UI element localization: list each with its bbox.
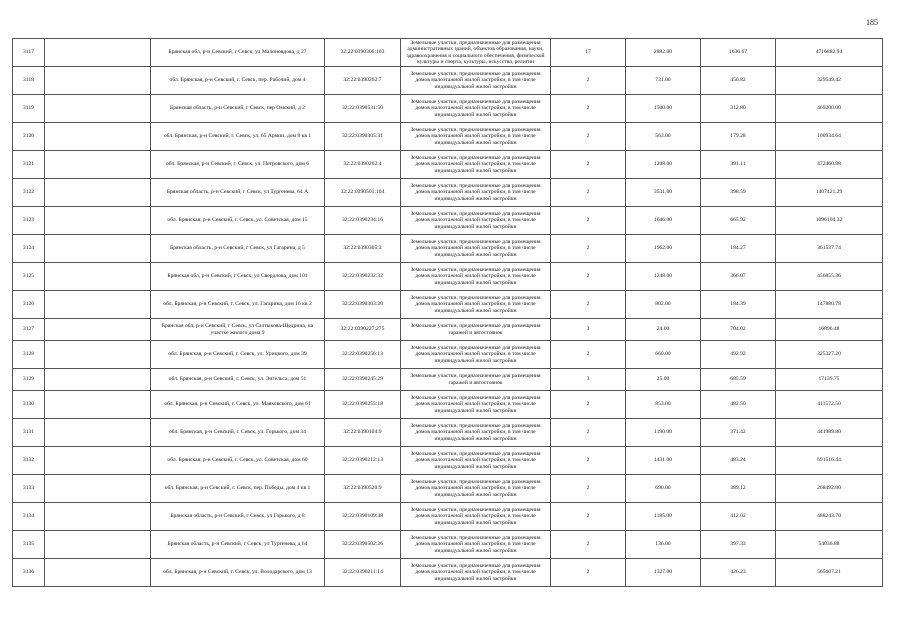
use-group-cell: 2	[551, 207, 626, 235]
cadastral-value-cell: 488243.70	[776, 503, 883, 531]
empty-cell	[45, 319, 151, 341]
area-cell: 1190.00	[626, 419, 701, 447]
row-number-cell: 3123	[13, 207, 45, 235]
address-cell: обл. Брянская, р-н Севский, г. Севск, ул. Петровского, дом 6	[151, 151, 325, 179]
table-body	[13, 39, 883, 587]
use-group-cell: 3	[551, 319, 626, 341]
area-cell: 1208.00	[626, 151, 701, 179]
address-cell: Брянская область, р-н Севский, г Севск, ул Гагарина, д 5	[151, 235, 325, 263]
use-group-cell: 2	[551, 151, 626, 179]
address-cell: обл. Брянская, р-н Севский, г. Севск, ул. Гагарина, дом 16 кв 2	[151, 291, 325, 319]
table-row	[13, 419, 883, 447]
area-cell: 25.00	[626, 369, 701, 391]
cadastral-value-cell: 1096104.32	[776, 207, 883, 235]
cadastral-value-cell: 411572.50	[776, 391, 883, 419]
use-group-cell: 2	[551, 67, 626, 95]
area-cell: 1500.00	[626, 95, 701, 123]
empty-cell	[45, 179, 151, 207]
specific-value-cell: 685.59	[701, 369, 776, 391]
use-group-cell: 2	[551, 531, 626, 559]
empty-cell	[45, 263, 151, 291]
cadastral-number-cell: 32:22:0390502:26	[325, 531, 401, 559]
land-use-cell: Земельные участки, предназначенные для размещения домов малоэтажной жилой застройки, в том числе индивидуальной жилой застройки	[401, 419, 551, 447]
address-cell: Брянская обл, р-н Севский, г Севск, ул Салтыкова-Щедрина, на участке жилого дома 9	[151, 319, 325, 341]
land-use-cell: Земельные участки, предназначенные для размещения домов малоэтажной жилой застройки, в том числе индивидуальной жилой застройки	[401, 475, 551, 503]
cadastral-value-cell: 1407421.29	[776, 179, 883, 207]
cadastral-value-cell: 325327.20	[776, 341, 883, 369]
empty-cell	[45, 291, 151, 319]
specific-value-cell: 704.02	[701, 319, 776, 341]
empty-cell	[45, 503, 151, 531]
specific-value-cell: 426.23	[701, 559, 776, 587]
specific-value-cell: 412.02	[701, 503, 776, 531]
cadastral-number-cell: 32:22:0390227:275	[325, 319, 401, 341]
row-number-cell: 3135	[13, 531, 45, 559]
use-group-cell: 2	[551, 391, 626, 419]
table-row	[13, 207, 883, 235]
empty-cell	[45, 391, 151, 419]
address-cell: обл. Брянская, р-н Севский, г. Севск, ул. Урицкого, дом 39	[151, 341, 325, 369]
cadastral-number-cell: 32:22:0390305:3	[325, 235, 401, 263]
cadastral-number-cell: 32:22:0390212:13	[325, 447, 401, 475]
row-number-cell: 3124	[13, 235, 45, 263]
row-number-cell: 3121	[13, 151, 45, 179]
area-cell: 690.00	[626, 475, 701, 503]
row-number-cell: 3126	[13, 291, 45, 319]
specific-value-cell: 398.59	[701, 179, 776, 207]
land-use-cell: Земельные участки, предназначенные для размещения домов малоэтажной жилой застройки, в том числе индивидуальной жилой застройки	[401, 207, 551, 235]
address-cell: Брянская область, р-н Севский, г Севск, ул Тургенева, 64 А	[151, 179, 325, 207]
use-group-cell: 2	[551, 291, 626, 319]
cadastral-value-cell: 4716882.94	[776, 39, 883, 67]
specific-value-cell: 665.92	[701, 207, 776, 235]
land-use-cell: Земельные участки, предназначенные для размещения домов малоэтажной жилой застройки, в том числе индивидуальной жилой застройки	[401, 123, 551, 151]
cadastral-value-cell: 565607.21	[776, 559, 883, 587]
use-group-cell: 2	[551, 341, 626, 369]
use-group-cell: 2	[551, 419, 626, 447]
specific-value-cell: 483.24	[701, 447, 776, 475]
address-cell: Брянская область, р-н Севский, г Севск, ул Горького, д 8	[151, 503, 325, 531]
cadastral-value-cell: 16896.48	[776, 319, 883, 341]
cadastral-value-cell: 361537.74	[776, 235, 883, 263]
cadastral-value-cell: 147880.78	[776, 291, 883, 319]
specific-value-cell: 397.33	[701, 531, 776, 559]
table-row	[13, 39, 883, 67]
area-cell: 3531.00	[626, 179, 701, 207]
row-number-cell: 3130	[13, 391, 45, 419]
empty-cell	[45, 447, 151, 475]
cadastral-value-cell: 100934.64	[776, 123, 883, 151]
table-row	[13, 319, 883, 341]
specific-value-cell: 366.07	[701, 263, 776, 291]
empty-cell	[45, 235, 151, 263]
table-row	[13, 475, 883, 503]
row-number-cell: 3118	[13, 67, 45, 95]
address-cell: Брянская область, р-н Севский, г Севск, ул Тургенева, д 64	[151, 531, 325, 559]
land-use-cell: Земельные участки, предназначенные для размещения гаражей и автостоянок	[401, 369, 551, 391]
cadastral-value-cell: 17139.75	[776, 369, 883, 391]
address-cell: Брянская обл, р-н Севский, г Севск, ул Малоновдова, д 27	[151, 39, 325, 67]
land-use-cell: Земельные участки, предназначенные для размещения домов малоэтажной жилой застройки, в том числе индивидуальной жилой застройки	[401, 67, 551, 95]
cadastral-number-cell: 32:22:0390234:16	[325, 207, 401, 235]
area-cell: 731.00	[626, 67, 701, 95]
empty-cell	[45, 95, 151, 123]
address-cell: обл. Брянская, р-н Севский, г. Севск, ул. Советская, дом 60	[151, 447, 325, 475]
cadastral-value-cell: 456855.36	[776, 263, 883, 291]
use-group-cell: 3	[551, 369, 626, 391]
cadastral-number-cell: 32:22:0390245:29	[325, 369, 401, 391]
row-number-cell: 3120	[13, 123, 45, 151]
cadastral-value-cell: 469200.00	[776, 95, 883, 123]
table-row	[13, 95, 883, 123]
use-group-cell: 2	[551, 179, 626, 207]
row-number-cell: 3129	[13, 369, 45, 391]
empty-cell	[45, 419, 151, 447]
row-number-cell: 3128	[13, 341, 45, 369]
address-cell: обл. Брянская, р-н Севский, г. Севск, ул. Володарского, дом 13	[151, 559, 325, 587]
cadastral-number-cell: 32:22:0390303:20	[325, 291, 401, 319]
table-row	[13, 235, 883, 263]
address-cell: обл. Брянская, р-н Севский, г. Севск, ул. Советская, дом 15	[151, 207, 325, 235]
row-number-cell: 3132	[13, 447, 45, 475]
table-row	[13, 67, 883, 95]
land-use-cell: Земельные участки, предназначенные для размещения домов малоэтажной жилой застройки, в том числе индивидуальной жилой застройки	[401, 503, 551, 531]
empty-cell	[45, 67, 151, 95]
land-use-cell: Земельные участки, предназначенные для размещения домов малоэтажной жилой застройки, в том числе индивидуальной жилой застройки	[401, 531, 551, 559]
cadastral-value-cell: 268492.80	[776, 475, 883, 503]
table-row	[13, 291, 883, 319]
use-group-cell: 2	[551, 447, 626, 475]
address-cell: обл. Брянская, р-н Севский, г. Севск, пер. Рабочий, дом 4	[151, 67, 325, 95]
table-row	[13, 391, 883, 419]
cadastral-number-cell: 32:22:0390262:7	[325, 67, 401, 95]
specific-value-cell: 179.28	[701, 123, 776, 151]
area-cell: 1962.00	[626, 235, 701, 263]
specific-value-cell: 492.92	[701, 341, 776, 369]
land-use-cell: Земельные участки, предназначенные для размещения домов малоэтажной жилой застройки, в том числе индивидуальной жилой застройки	[401, 151, 551, 179]
cadastral-number-cell: 32:22:0390305:31	[325, 123, 401, 151]
row-number-cell: 3134	[13, 503, 45, 531]
area-cell: 2882.00	[626, 39, 701, 67]
row-number-cell: 3133	[13, 475, 45, 503]
empty-cell	[45, 559, 151, 587]
cadastral-value-cell: 691516.44	[776, 447, 883, 475]
specific-value-cell: 450.82	[701, 67, 776, 95]
page-number: 185	[866, 18, 878, 27]
cadastral-number-cell: 32:22:0390501:104	[325, 179, 401, 207]
address-cell: обл. Брянская, р-н Севский, г. Севск, ул. Горького, дом 34	[151, 419, 325, 447]
use-group-cell: 2	[551, 503, 626, 531]
land-use-cell: Земельные участки, предназначенные для размещения административных зданий, объектов образования, науки, здравоохранения и социального обеспечения, физической культуры и спорта, культуры, искусства, религии	[401, 39, 551, 67]
land-use-cell: Земельные участки, предназначенные для размещения домов малоэтажной жилой застройки, в том числе индивидуальной жилой застройки	[401, 447, 551, 475]
specific-value-cell: 371.42	[701, 419, 776, 447]
table-row	[13, 559, 883, 587]
area-cell: 853.00	[626, 391, 701, 419]
cadastral-number-cell: 32:22:0390306:103	[325, 39, 401, 67]
table-row	[13, 151, 883, 179]
land-use-cell: Земельные участки, предназначенные для размещения домов малоэтажной жилой застройки, в том числе индивидуальной жилой застройки	[401, 559, 551, 587]
empty-cell	[45, 151, 151, 179]
land-use-cell: Земельные участки, предназначенные для размещения гаражей и автостоянок	[401, 319, 551, 341]
use-group-cell: 2	[551, 235, 626, 263]
row-number-cell: 3117	[13, 39, 45, 67]
address-cell: Брянская обл, р-н Севский, г Севск, ул Свердлова, дом 101	[151, 263, 325, 291]
cadastral-value-cell: 472460.88	[776, 151, 883, 179]
land-use-cell: Земельные участки, предназначенные для размещения домов малоэтажной жилой застройки, в том числе индивидуальной жилой застройки	[401, 291, 551, 319]
table-row	[13, 503, 883, 531]
specific-value-cell: 184.39	[701, 291, 776, 319]
area-cell: 1646.00	[626, 207, 701, 235]
use-group-cell: 2	[551, 559, 626, 587]
table-row	[13, 179, 883, 207]
empty-cell	[45, 341, 151, 369]
cadastral-number-cell: 32:22:0390232:32	[325, 263, 401, 291]
empty-cell	[45, 369, 151, 391]
cadastral-number-cell: 32:22:0390531:50	[325, 95, 401, 123]
area-cell: 802.00	[626, 291, 701, 319]
table-row	[13, 531, 883, 559]
area-cell: 24.00	[626, 319, 701, 341]
cadastral-number-cell: 32:22:0390109:48	[325, 503, 401, 531]
empty-cell	[45, 207, 151, 235]
land-use-cell: Земельные участки, предназначенные для размещения домов малоэтажной жилой застройки, в том числе индивидуальной жилой застройки	[401, 95, 551, 123]
land-use-cell: Земельные участки, предназначенные для размещения домов малоэтажной жилой застройки, в том числе индивидуальной жилой застройки	[401, 391, 551, 419]
address-cell: обл. Брянская, р-н Севский, г. Севск, ул. Энгельса, дом 51	[151, 369, 325, 391]
address-cell: обл. Брянская, р-н Севский, г. Севск, пер. Победы, дом 4 кв 1	[151, 475, 325, 503]
empty-cell	[45, 123, 151, 151]
row-number-cell: 3119	[13, 95, 45, 123]
table-row	[13, 341, 883, 369]
cadastral-value-cell: 329549.42	[776, 67, 883, 95]
row-number-cell: 3131	[13, 419, 45, 447]
table-row	[13, 447, 883, 475]
cadastral-number-cell: 32:22:0390202:4	[325, 151, 401, 179]
area-cell: 136.00	[626, 531, 701, 559]
specific-value-cell: 1636.67	[701, 39, 776, 67]
land-use-cell: Земельные участки, предназначенные для размещения домов малоэтажной жилой застройки, в том числе индивидуальной жилой застройки	[401, 179, 551, 207]
cadastral-number-cell: 32:22:0390256:13	[325, 341, 401, 369]
land-use-cell: Земельные участки, предназначенные для размещения домов малоэтажной жилой застройки, в том числе индивидуальной жилой застройки	[401, 235, 551, 263]
row-number-cell: 3136	[13, 559, 45, 587]
address-cell: обл. Брянская, р-н Севский, г. Севск, ул. Маяковского, дом 61	[151, 391, 325, 419]
cadastral-value-cell: 441989.80	[776, 419, 883, 447]
area-cell: 1185.00	[626, 503, 701, 531]
cadastral-number-cell: 32:22:0390211:14	[325, 559, 401, 587]
area-cell: 1327.00	[626, 559, 701, 587]
specific-value-cell: 312.80	[701, 95, 776, 123]
area-cell: 660.00	[626, 341, 701, 369]
area-cell: 1248.00	[626, 263, 701, 291]
cadastral-value-cell: 54036.88	[776, 531, 883, 559]
empty-cell	[45, 39, 151, 67]
table-row	[13, 123, 883, 151]
land-registry-table	[12, 38, 883, 587]
cadastral-number-cell: 32:22:0390104:9	[325, 419, 401, 447]
cadastral-number-cell: 32:22:0390520:9	[325, 475, 401, 503]
area-cell: 563.00	[626, 123, 701, 151]
use-group-cell: 17	[551, 39, 626, 67]
specific-value-cell: 184.27	[701, 235, 776, 263]
table-row	[13, 369, 883, 391]
specific-value-cell: 482.50	[701, 391, 776, 419]
use-group-cell: 2	[551, 95, 626, 123]
use-group-cell: 2	[551, 475, 626, 503]
area-cell: 1431.00	[626, 447, 701, 475]
row-number-cell: 3127	[13, 319, 45, 341]
land-use-cell: Земельные участки, предназначенные для размещения домов малоэтажной жилой застройки, в том числе индивидуальной жилой застройки	[401, 341, 551, 369]
empty-cell	[45, 531, 151, 559]
specific-value-cell: 389.12	[701, 475, 776, 503]
use-group-cell: 2	[551, 263, 626, 291]
land-use-cell: Земельные участки, предназначенные для размещения домов малоэтажной жилой застройки, в том числе индивидуальной жилой застройки	[401, 263, 551, 291]
table-row	[13, 263, 883, 291]
address-cell: Брянская область, р-н Севский, г Севск, пер Омский, д 2	[151, 95, 325, 123]
cadastral-number-cell: 32:22:0390255:18	[325, 391, 401, 419]
row-number-cell: 3125	[13, 263, 45, 291]
specific-value-cell: 391.11	[701, 151, 776, 179]
empty-cell	[45, 475, 151, 503]
address-cell: обл. Брянская, р-н Севский, г. Севск, ул. 65 Армии, дом 8 кв 1	[151, 123, 325, 151]
row-number-cell: 3122	[13, 179, 45, 207]
use-group-cell: 2	[551, 123, 626, 151]
